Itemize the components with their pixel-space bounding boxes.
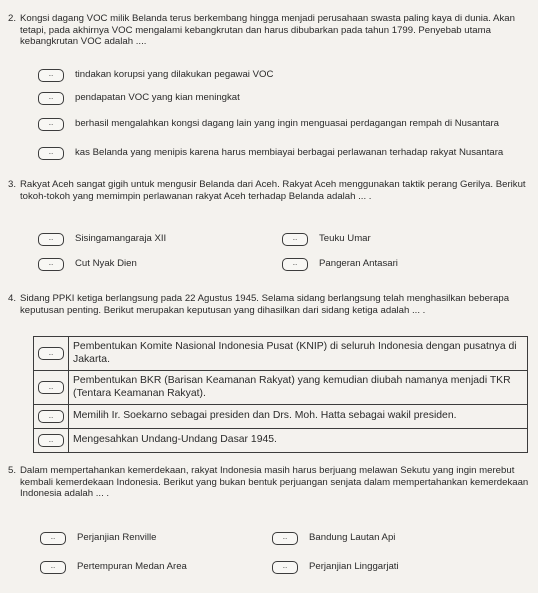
answer-checkbox[interactable]: ... [38, 69, 64, 82]
option-label: Cut Nyak Dien [75, 258, 137, 270]
answer-checkbox[interactable]: ... [38, 381, 64, 394]
answer-checkbox[interactable]: ... [38, 434, 64, 447]
table-row [34, 405, 528, 429]
table-row [34, 337, 528, 371]
option-label: Bandung Lautan Api [309, 532, 396, 544]
option-label: Teuku Umar [319, 233, 371, 245]
answer-checkbox[interactable]: ... [282, 258, 308, 271]
q5-option-2[interactable] [272, 528, 395, 548]
statement-table [33, 336, 528, 453]
q3-option-4[interactable] [282, 254, 398, 274]
option-label: Perjanjian Renville [77, 532, 157, 544]
q5-option-1[interactable] [40, 528, 156, 548]
answer-checkbox[interactable]: ... [38, 410, 64, 423]
question-number: 4. [8, 293, 17, 304]
answer-checkbox[interactable]: ... [38, 258, 64, 271]
statement-text: Mengesahkan Undang-Undang Dasar 1945. [69, 429, 528, 453]
statement-text: Pembentukan Komite Nasional Indonesia Pusat (KNIP) di seluruh Indonesia dengan pusatnya di Jakarta. [69, 337, 528, 371]
q5-option-4[interactable] [272, 557, 399, 577]
answer-checkbox[interactable]: ... [272, 561, 298, 574]
question-stem: Rakyat Aceh sangat gigih untuk mengusir Belanda dari Aceh. Rakyat Aceh menggunakan taktik perang Gerilya. Berikut tokoh-tokoh yang memimpin perlawanan rakyat Aceh terhadap Belanda adalah ... . [20, 179, 526, 202]
q5-option-3[interactable] [40, 557, 187, 577]
q2-option-2[interactable] [38, 87, 528, 109]
question-number: 3. [8, 179, 17, 190]
answer-checkbox[interactable]: ... [38, 118, 64, 131]
answer-checkbox[interactable]: ... [38, 147, 64, 160]
answer-checkbox[interactable]: ... [272, 532, 298, 545]
statement-text: Memilih Ir. Soekarno sebagai presiden dan Drs. Moh. Hatta sebagai wakil presiden. [69, 405, 528, 429]
answer-checkbox[interactable]: ... [40, 561, 66, 574]
table-row [34, 429, 528, 453]
answer-checkbox[interactable]: ... [40, 532, 66, 545]
option-label: tindakan korupsi yang dilakukan pegawai VOC [75, 69, 274, 81]
option-label: Pangeran Antasari [319, 258, 398, 270]
q2-option-3[interactable] [38, 111, 528, 137]
question-stem: Kongsi dagang VOC milik Belanda terus berkembang hingga menjadi perusahaan swasta paling kaya di dunia. Akan tetapi, pada akhirnya VOC mengalami kebangkrutan dan harus dibubarkan pada tahun 1799. Penyebab utama kebangkrutan VOC adalah .... [20, 13, 515, 48]
table-row [34, 371, 528, 405]
q2-option-1[interactable] [38, 64, 528, 86]
option-label: Pertempuran Medan Area [77, 561, 187, 573]
q3-option-3[interactable] [38, 254, 137, 274]
answer-checkbox[interactable]: ... [38, 92, 64, 105]
option-label: berhasil mengalahkan kongsi dagang lain yang ingin menguasai perdagangan rempah di Nusantara [75, 118, 500, 130]
option-label: kas Belanda yang menipis karena harus membiayai berbagai perlawanan terhadap rakyat Nusantara [75, 147, 504, 159]
q2-option-4[interactable] [38, 140, 528, 166]
option-label: Perjanjian Linggarjati [309, 561, 399, 573]
option-label: pendapatan VOC yang kian meningkat [75, 92, 240, 104]
question-number: 2. [8, 13, 17, 24]
answer-checkbox[interactable]: ... [38, 233, 64, 246]
q3-option-2[interactable] [282, 229, 371, 249]
question-number: 5. [8, 465, 17, 476]
answer-checkbox[interactable]: ... [38, 347, 64, 360]
option-label: Sisingamangaraja XII [75, 233, 167, 245]
q3-option-1[interactable] [38, 229, 166, 249]
question-stem: Dalam mempertahankan kemerdekaan, rakyat Indonesia masih harus berjuang melawan Sekutu yang ingin merebut kembali kemerdekaan Indonesia. Berikut yang bukan bentuk perjuangan senjata dalam mempertahankan kemerdekaan Indonesia adalah ... . [20, 465, 529, 500]
answer-checkbox[interactable]: ... [282, 233, 308, 246]
statement-text: Pembentukan BKR (Barisan Keamanan Rakyat) yang kemudian diubah namanya menjadi TKR (Tentara Keamanan Rakyat). [69, 371, 528, 405]
question-stem: Sidang PPKI ketiga berlangsung pada 22 Agustus 1945. Selama sidang berlangsung telah menghasilkan beberapa keputusan penting. Berikut merupakan keputusan yang dihasilkan dari sidang ketiga adalah ... . [20, 293, 510, 316]
